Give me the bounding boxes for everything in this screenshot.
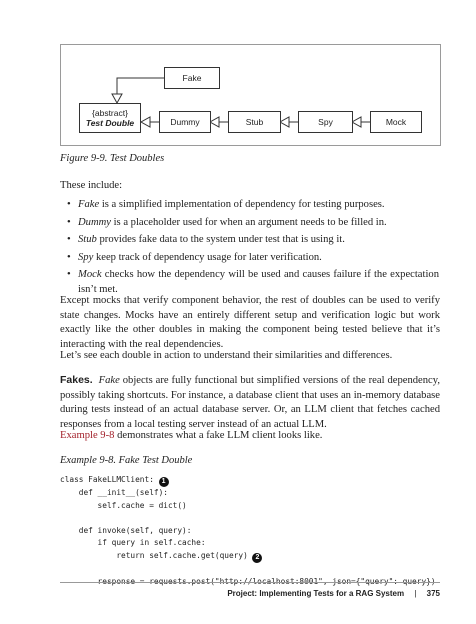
list-item: • Spy keep track of dependency usage for later verification. xyxy=(67,251,439,266)
figure-diagram xyxy=(60,44,441,146)
node-dummy xyxy=(159,111,211,133)
footer-title: Project: Implementing Tests for a RAG System xyxy=(227,589,405,598)
fakes-heading: Fakes. xyxy=(60,374,93,386)
example-reference: Example 9-8 demonstrates what a fake LLM client looks like. xyxy=(60,430,323,441)
node-test-double xyxy=(79,103,141,133)
fakes-term: Fake xyxy=(98,375,120,386)
intro-text: These include: xyxy=(60,180,123,191)
example-caption: Example 9-8. Fake Test Double xyxy=(60,455,193,466)
dummy-arrowhead xyxy=(141,117,150,127)
mocks-paragraph: Except mocks that verify component behavior, the rest of doubles can be used to verify state changes. Mocks have an entirely different setup and verification logic but work exactly like the other doubles in making the component being tested believe that it’s interacting with the real dependencies. xyxy=(60,295,440,350)
fake-connector xyxy=(117,78,164,101)
fakes-paragraph xyxy=(60,373,440,432)
mock-arrowhead xyxy=(352,117,361,127)
code-block: class FakeLLMClient: 1 def __init__(self): self.cache = dict() def invoke(self, query): if query in self.cache: return self.cache.get(query) 2 response = requests.post("http://localhost:8001", json={"query": query}) xyxy=(60,475,436,586)
fakes-text: objects are fully functional but simplified versions of the real dependency, possibly taking shortcuts. For instance, a database client that uses an in-memory database during tests instead of an actual database server. Or, an LLM client that fetches cached responses from a local testing server instead of an actual LLM. xyxy=(60,375,441,430)
node-spy xyxy=(298,111,353,133)
footer-separator: | xyxy=(414,589,417,598)
node-spy-label: Spy xyxy=(318,117,333,127)
test-double-list xyxy=(67,198,439,297)
callout-2-icon: 2 xyxy=(252,553,262,563)
node-mock-label: Mock xyxy=(385,117,407,127)
list-item: • Fake is a simplified implementation of dependency for testing purposes. xyxy=(67,198,439,213)
spy-arrowhead xyxy=(280,117,289,127)
node-fake xyxy=(164,67,220,89)
node-dummy-label: Dummy xyxy=(170,117,200,127)
fake-arrowhead xyxy=(112,94,122,103)
figure-caption: Figure 9-9. Test Doubles xyxy=(60,153,165,164)
footer-rule xyxy=(60,582,440,583)
node-abstract-tag: {abstract} xyxy=(92,108,128,118)
list-item: • Mock checks how the dependency will be used and causes failure if the expectation isn’t met. xyxy=(67,268,439,297)
list-item: • Stub provides fake data to the system under test that is using it. xyxy=(67,233,439,248)
example-link[interactable]: Example 9-8 xyxy=(60,430,115,441)
node-stub-label: Stub xyxy=(245,117,264,127)
action-paragraph: Let’s see each double in action to understand their similarities and differences. xyxy=(60,350,393,361)
page-number: 375 xyxy=(426,589,440,598)
node-fake-label: Fake xyxy=(182,73,202,83)
stub-arrowhead xyxy=(210,117,219,127)
node-mock xyxy=(370,111,422,133)
node-test-double-label: Test Double xyxy=(85,118,135,128)
list-item: • Dummy is a placeholder used for when an argument needs to be filled in. xyxy=(67,216,439,231)
callout-1-icon: 1 xyxy=(159,477,169,487)
node-stub xyxy=(228,111,281,133)
page-footer xyxy=(227,589,440,598)
